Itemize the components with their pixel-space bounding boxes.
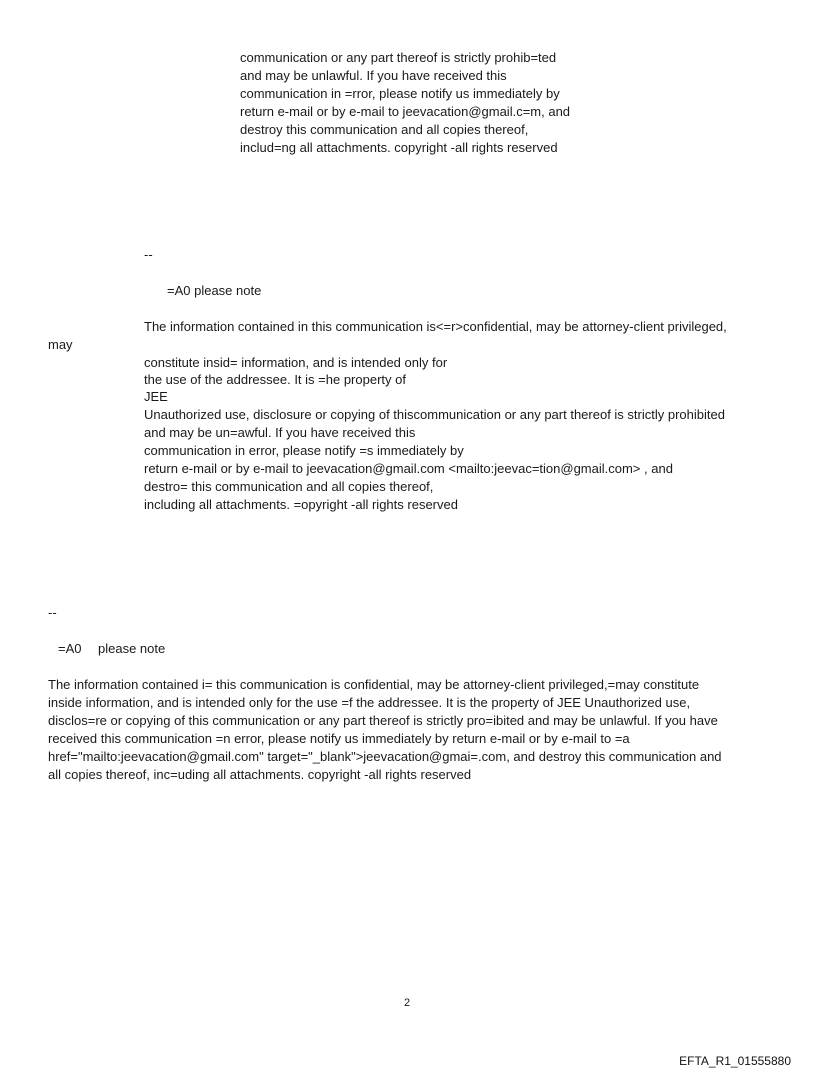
block1-line: and may be unlawful. If you have received this (240, 68, 507, 83)
block2-line: and may be un=awful. If you have received this (144, 425, 416, 440)
block1-line: communication in =rror, please notify us immediately by (240, 86, 560, 101)
block2-line: return e-mail or by e-mail to jeevacation@gmail.com <mailto:jeevac=tion@gmail.com> , and (144, 461, 673, 476)
block1-line: destroy this communication and all copies thereof, (240, 122, 529, 137)
block1-line: includ=ng all attachments. copyright -all rights reserved (240, 140, 558, 155)
block3-line: received this communication =n error, please notify us immediately by return e-mail or by e-mail to =a (48, 731, 630, 746)
block2-line: communication in error, please notify =s immediately by (144, 443, 464, 458)
note-prefix: =A0 (58, 641, 82, 656)
block3-line: inside information, and is intended only for the use =f the addressee. It is the property of JEE Unauthorized use, (48, 695, 691, 710)
document-id: EFTA_R1_01555880 (679, 1054, 791, 1068)
separator: -- (48, 605, 57, 620)
block3-line: all copies thereof, inc=uding all attachments. copyright -all rights reserved (48, 767, 472, 782)
block2-line: The information contained in this communication is<=r>confidential, may be attorney-client privileged, (144, 319, 727, 334)
block2-line: constitute insid= information, and is intended only for (144, 355, 448, 370)
block2-line: destro= this communication and all copies thereof, (144, 479, 434, 494)
block2-line: JEE (144, 389, 168, 404)
block3-line: disclos=re or copying of this communication or any part thereof is strictly pro=ibited and may be unlawful. If you have (48, 713, 718, 728)
note-heading: =A0 please note (167, 283, 262, 298)
note-heading: please note (98, 641, 166, 656)
block2-line: the use of the addressee. It is =he property of (144, 372, 406, 387)
block3-line: The information contained i= this communication is confidential, may be attorney-client privileged,=may constitute (48, 677, 700, 692)
block2-line: Unauthorized use, disclosure or copying of thiscommunication or any part thereof is strictly prohibited (144, 407, 725, 422)
block1-line: communication or any part thereof is strictly prohib=ted (240, 50, 557, 65)
block1-line: return e-mail or by e-mail to jeevacation@gmail.c=m, and (240, 104, 571, 119)
block3-line: href="mailto:jeevacation@gmail.com" target="_blank">jeevacation@gmai=.com, and destroy this communication and (48, 749, 722, 764)
block2-line: including all attachments. =opyright -all rights reserved (144, 497, 458, 512)
separator: -- (144, 247, 153, 262)
block2-line: may (48, 337, 73, 352)
page-number: 2 (404, 997, 411, 1009)
